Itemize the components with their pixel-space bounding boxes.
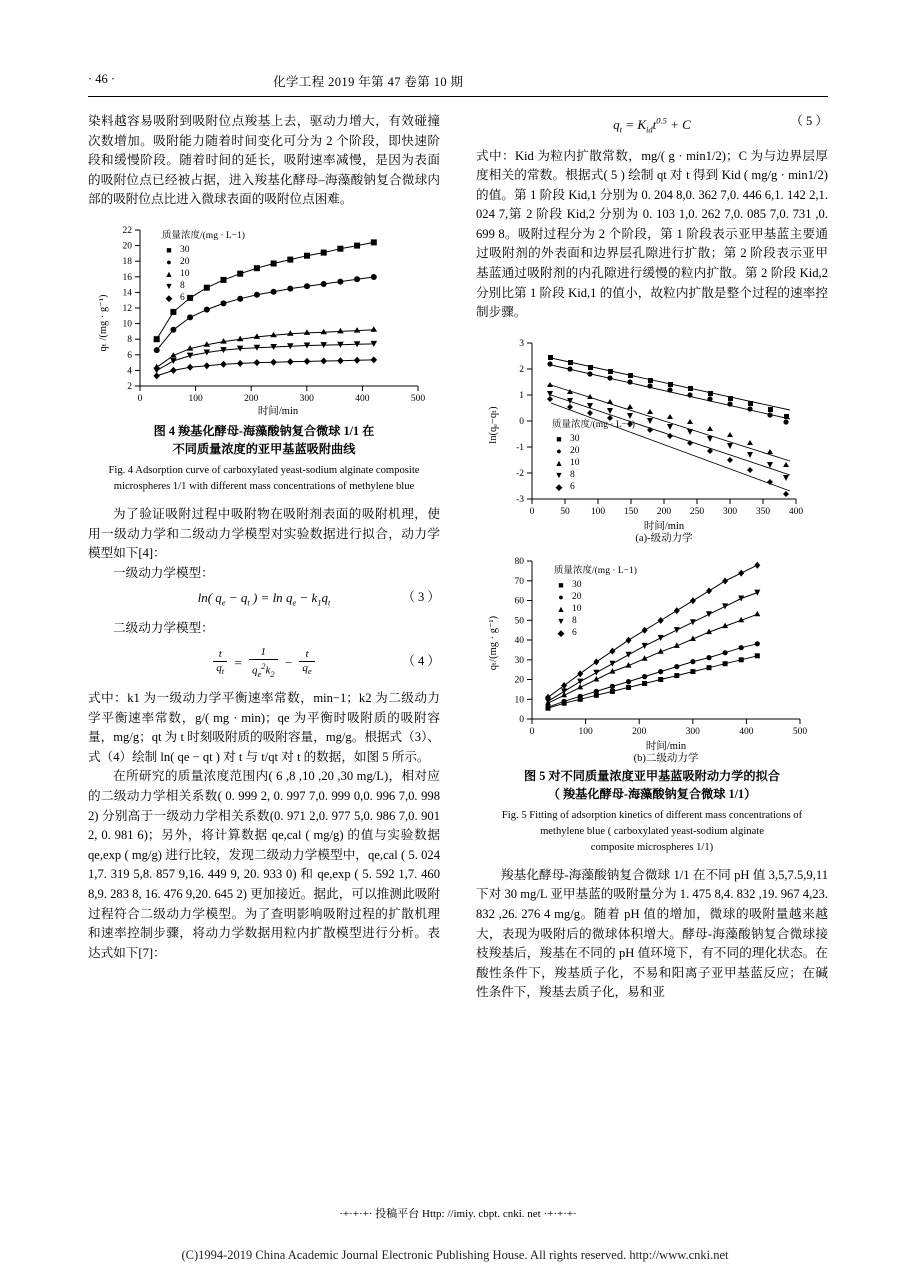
down-triangle-icon: ▼ [164, 281, 174, 292]
figure-4 [88, 218, 440, 495]
svg-text:8: 8 [127, 335, 132, 346]
svg-text:-1: -1 [516, 442, 524, 453]
fig5b-legend-item-6: ◆ 6 [554, 627, 637, 639]
equation-3 [88, 588, 440, 613]
triangle-icon: ▲ [554, 458, 564, 469]
fig4-svg [88, 218, 440, 416]
fig5b-svg [476, 551, 828, 763]
fig5b-legend-item-20: ● 20 [554, 591, 637, 603]
fig5a-legend [552, 419, 635, 493]
svg-text:0: 0 [529, 506, 535, 517]
svg-text:350: 350 [755, 506, 771, 517]
header-rule [88, 96, 828, 97]
svg-text:150: 150 [623, 506, 639, 517]
down-triangle-icon: ▼ [554, 470, 564, 481]
fig5b-subcaption: (b)二级动力学 [633, 752, 699, 763]
triangle-icon: ▲ [556, 604, 566, 615]
fig5a-svg [476, 333, 828, 543]
svg-text:-3: -3 [516, 494, 524, 505]
left-model2-title: 二级动力学模型： [113, 620, 214, 635]
fig5a-legend-item-30: ■ 30 [552, 433, 635, 445]
right-para-2: 羧基化酵母-海藻酸钠复合微球 1/1 在不同 pH 值 3,5,7.5,9,11 下对 30 mg/L 亚甲基蓝的吸附量分为 1. 475 8,4. 832 ,19. 967 4,23. 832 ,26. 276 4 mg/g。随着 pH 值的增加，微球的吸附量越来越大，表现为吸附后的微球体积增大。酵母-海藻酸钠复合微球接枝羧基后，羧基在不同的 pH 值环境下，有不同的理化状态。在酸性条件下，羧基质子化，不易和阳离子亚甲基蓝反应；在碱性条件下，羧基去质子化，易和亚 [476, 867, 828, 1000]
circle-icon: ● [558, 592, 564, 603]
triangle-icon: ▲ [164, 269, 174, 280]
copyright-line [0, 1248, 910, 1263]
fig4-caption-cn: 图 4 羧基化酵母-海藻酸钠复合微球 1/1 在 不同质量浓度的亚甲基蓝吸附曲线 [153, 423, 375, 456]
left-column [88, 112, 440, 963]
fig5a-legend-item-8: ▼ 8 [552, 469, 635, 481]
svg-text:40: 40 [514, 635, 524, 646]
left-para-4: 在所研究的质量浓度范围内( 6 ,8 ,10 ,20 ,30 mg/L)，相对应的二级动力学相关系数( 0. 999 2, 0. 997 7,0. 999 0,0. 996 7,0. 998 2) 分别高于一级动力学相关系数(0. 971 2,0. 977 5,0. 986 7,0. 901 2, 0. 981 6)；另外，将计算数据 qe,cal ( mg/g) 的值与实验数据 qe,exp ( mg/g) 进行比较，发现二级动力学模型中，qe,cal ( 5. 024 1,7. 319 5,8. 857 9,16. 449 9, 20. 933 0) 和 qe,exp ( 5. 592 1,7. 460 8,9. 283 8, 16. 476 9,20. 645 2) 更加接近。据此，可以推测此吸附过程符合二级动力学模型。为了查明影响吸附过程的扩散机理和速率控制步骤，将动力学数据用粒内扩散模型进行分析。表达式如下[7]： [88, 769, 440, 960]
equation-4-body: $\frac{t}{q_t}$ = $\frac{1}{q_e^2k_2}$ − $\frac{t}{q_e}$ [213, 655, 314, 670]
copyright-text: (C)1994-2019 China Academic Journal Electronic Publishing House. All rights reserved. http://www.cnki.net [181, 1248, 729, 1262]
svg-text:0: 0 [137, 393, 143, 404]
fig4-legend-title: 质量浓度/(mg · L−1) [162, 230, 245, 241]
svg-text:6: 6 [127, 350, 132, 361]
page-footer [88, 1205, 828, 1221]
right-para-1: 式中：Kid 为粒内扩散常数，mg/( g · min1/2)；C 为与边界层厚度相关的常数。根据式( 5 ) 绘制 qt 对 t 得到 Kid ( mg/g · min1/2) 的值。第 1 阶段 Kid,1 分别为 0. 204 8,0. 362 7,0. 446 6,1. 142 2,1. 024 7,第 2 阶段 Kid,2 分别为 0. 103 1,0. 262 7,0. 085 7,0. 731 ,0. 699 8。吸附过程分为 2 个阶段，第 1 阶段表示亚甲基蓝主要通过吸附剂的外表面和边界层孔隙进行扩散；第 2 阶段表示亚甲基蓝通过吸附剂的内孔隙进行缓慢的粒内扩散。第 2 阶段 Kid,2 分别比第 1 阶段 Kid,1 的值小，故粒内扩散是整个过程的速率控制步骤。 [476, 148, 828, 320]
svg-text:200: 200 [632, 726, 647, 737]
svg-text:100: 100 [188, 393, 203, 404]
figure-5b [476, 551, 828, 856]
svg-text:60: 60 [514, 596, 524, 607]
svg-text:qₜ /(mg · g⁻¹): qₜ /(mg · g⁻¹) [98, 294, 109, 352]
figure-5a [476, 333, 828, 543]
svg-text:18: 18 [122, 257, 132, 268]
square-icon: ■ [556, 434, 562, 445]
fig4-legend-item-20: ● 20 [162, 256, 245, 268]
page-number: · 46 · [88, 72, 116, 86]
diamond-icon: ◆ [165, 293, 173, 304]
svg-text:10: 10 [514, 695, 524, 706]
svg-text:10: 10 [122, 319, 132, 330]
fig5b-chart [476, 551, 828, 763]
fig5a-legend-item-10: ▲ 10 [552, 457, 635, 469]
fig5b-legend [554, 565, 637, 639]
footer-text: ·+·+·+· 投稿平台 Http: //imiy. cbpt. cnki. net ·+·+·+· [339, 1208, 577, 1220]
svg-text:20: 20 [122, 241, 132, 252]
svg-text:ln(qₑ−qₜ): ln(qₑ−qₜ) [488, 406, 499, 444]
svg-text:4: 4 [127, 366, 132, 377]
fig5-caption-cn: 图 5 对不同质量浓度亚甲基蓝吸附动力学的拟合 （ 羧基化酵母-海藻酸钠复合微球 1/1） [524, 768, 780, 801]
diamond-icon: ◆ [557, 628, 565, 639]
svg-text:-2: -2 [516, 468, 524, 479]
equation-3-body: ln( $q_e - q_t$ ) = $\ln q_e - k_1q_t$ [197, 590, 331, 608]
fig5-caption-en: Fig. 5 Fitting of adsorption kinetics of different mass concentrations of methylene blue ( carboxylated yeast-sodium alginate composite microspheres 1/1) [501, 809, 803, 853]
svg-text:0: 0 [519, 714, 524, 725]
equation-5 [476, 112, 828, 141]
equation-4-number: （ 4 ） [402, 654, 440, 669]
svg-text:22: 22 [122, 225, 132, 236]
svg-text:时间/min: 时间/min [257, 405, 299, 416]
diamond-icon: ◆ [555, 482, 563, 493]
svg-text:400: 400 [355, 393, 370, 404]
equation-3-number: （ 3 ） [402, 590, 440, 605]
svg-text:250: 250 [689, 506, 705, 517]
svg-text:2: 2 [127, 381, 132, 392]
svg-text:1: 1 [519, 390, 524, 401]
fig4-legend-item-8: ▼ 8 [162, 280, 245, 292]
circle-icon: ● [166, 257, 172, 268]
svg-text:400: 400 [788, 506, 804, 517]
svg-text:80: 80 [514, 556, 524, 567]
svg-text:20: 20 [514, 675, 524, 686]
fig5b-legend-title: 质量浓度/(mg · L−1) [554, 565, 637, 576]
fig4-legend-item-10: ▲ 10 [162, 268, 245, 280]
down-triangle-icon: ▼ [556, 616, 566, 627]
fig5a-legend-item-6: ◆ 6 [552, 481, 635, 493]
svg-text:200: 200 [656, 506, 672, 517]
svg-text:300: 300 [685, 726, 700, 737]
svg-text:100: 100 [590, 506, 606, 517]
fig4-legend-item-6: ◆ 6 [162, 292, 245, 304]
fig5a-chart [476, 333, 828, 543]
left-para-2: 为了验证吸附过程中吸附物在吸附剂表面的吸附机理，使用一级动力学和二级动力学模型对实验数据进行拟合，动力学模型如下[4]： [88, 506, 440, 561]
equation-5-number: （ 5 ） [790, 114, 828, 128]
equation-5-body: $q_t = K_{id}t^{0.5} + C$ [613, 116, 691, 135]
fig5a-legend-item-20: ● 20 [552, 445, 635, 457]
svg-text:500: 500 [410, 393, 426, 404]
left-para-3: 式中：k1 为一级动力学平衡速率常数，min−1；k2 为二级动力学平衡速率常数，g/( mg · min)；qe 为平衡时吸附质的吸附容量，mg/g；qt 为 t 时刻吸附质的吸附容量，mg/g。根据式（3）、式（4）绘制 ln( qe − qt ) 对 t 与 t/qt 对 t 的数据，如图 5 所示。 [88, 690, 440, 764]
left-para-1: 染料越容易吸附到吸附位点羧基上去，驱动力增大，有效碰撞次数增加。吸附能力随着时间变化可分为 2 个阶段，即快速阶段和缓慢阶段。随着时间的延长，吸附速率减慢，是因为表面的吸附位点已经被占据，进入羧基化酵母–海藻酸钠复合微球内部的吸附位点比进入微球表面的吸附位点困难。 [88, 114, 440, 207]
circle-icon: ● [556, 446, 562, 457]
fig4-legend-item-30: ■ 30 [162, 244, 245, 256]
svg-text:0: 0 [519, 416, 524, 427]
svg-text:50: 50 [560, 506, 570, 517]
svg-text:2: 2 [519, 364, 524, 375]
svg-text:100: 100 [578, 726, 593, 737]
svg-text:时间/min: 时间/min [643, 520, 685, 532]
right-column [476, 112, 828, 1003]
svg-text:16: 16 [122, 272, 132, 283]
svg-text:500: 500 [792, 726, 808, 737]
left-model1-title: 一级动力学模型： [113, 565, 214, 580]
svg-text:3: 3 [519, 338, 524, 349]
svg-text:200: 200 [244, 393, 259, 404]
fig4-chart [88, 218, 440, 416]
svg-text:400: 400 [739, 726, 754, 737]
journal-title: 化学工程 2019 年第 47 卷第 10 期 [273, 75, 464, 89]
fig5a-subcaption: (a)-级动力学 [635, 532, 693, 543]
fig5a-legend-title: 质量浓度/(mg · L−1) [552, 419, 635, 430]
square-icon: ■ [166, 245, 172, 256]
svg-text:50: 50 [514, 616, 524, 627]
svg-text:70: 70 [514, 576, 524, 587]
fig5b-legend-item-10: ▲ 10 [554, 603, 637, 615]
square-icon: ■ [558, 580, 564, 591]
svg-text:时间/min: 时间/min [645, 740, 687, 752]
fig5b-legend-item-30: ■ 30 [554, 579, 637, 591]
svg-text:0: 0 [529, 726, 535, 737]
svg-text:300: 300 [299, 393, 314, 404]
fig5b-legend-item-8: ▼ 8 [554, 615, 637, 627]
svg-text:30: 30 [514, 655, 524, 666]
svg-text:12: 12 [122, 303, 132, 314]
svg-text:qₜ/(mg · g⁻¹): qₜ/(mg · g⁻¹) [488, 615, 499, 671]
svg-text:14: 14 [122, 288, 132, 299]
equation-4 [88, 646, 440, 681]
fig4-caption-en: Fig. 4 Adsorption curve of carboxylated yeast-sodium alginate composite microspheres 1/1 with different mass concentrations of methylene blue [108, 464, 420, 492]
fig4-legend [162, 230, 245, 304]
svg-text:300: 300 [722, 506, 738, 517]
